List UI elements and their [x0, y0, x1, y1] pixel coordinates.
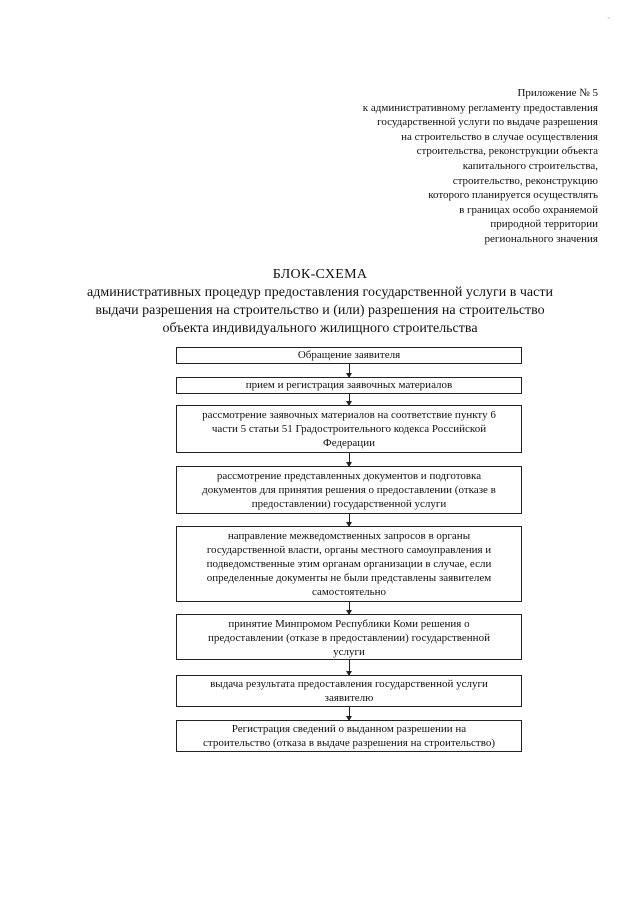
flow-step-text: части 5 статьи 51 Градостроительного кодекса Российской	[211, 423, 487, 435]
flow-arrow	[349, 602, 350, 614]
flow-arrow	[349, 660, 350, 675]
flow-step-text: государственной власти, органы местного самоуправления и	[206, 544, 492, 556]
flow-step-text: прием и регистрация заявочных материалов	[245, 379, 453, 391]
flow-step-text: принятие Минпромом Республики Коми решения о	[228, 618, 470, 630]
flow-step-review-materials	[176, 405, 522, 453]
flow-arrow	[349, 453, 350, 466]
flow-step-issue-result	[176, 675, 522, 707]
title-heading: БЛОК-СХЕМА	[272, 267, 368, 282]
appendix-line: регионального значения	[484, 232, 598, 245]
flow-step-text: подведомственные этим органам организации в случае, если	[206, 558, 492, 570]
appendix-line: Приложение № 5	[517, 87, 598, 99]
appendix-line: капитального строительства,	[462, 159, 598, 172]
appendix-line: в границах особо охраняемой	[459, 203, 598, 216]
title-line: объекта индивидуального жилищного строительства	[162, 321, 478, 336]
flow-step-text: заявителю	[324, 692, 374, 704]
flow-arrow	[349, 514, 350, 526]
flow-arrow	[349, 707, 350, 720]
appendix-line: к административному регламенту предоставления	[362, 101, 598, 114]
flow-step-text: определенные документы не были представлены заявителем	[206, 572, 492, 584]
flow-step-text: выдача результата предоставления государственной услуги	[210, 678, 488, 690]
flow-step-decision	[176, 614, 522, 660]
flow-step-text: строительство (отказа в выдаче разрешения на строительство)	[203, 737, 495, 749]
title-line: выдачи разрешения на строительство и (или) разрешения на строительство	[95, 303, 545, 318]
corner-tick-mark: ˇ	[607, 16, 610, 25]
flow-step-text: самостоятельно	[311, 586, 387, 598]
flow-step-text: Обращение заявителя	[297, 349, 401, 361]
flow-arrow	[349, 394, 350, 405]
appendix-line: на строительство в случае осуществления	[401, 130, 598, 143]
appendix-line: строительства, реконструкции объекта	[416, 145, 598, 158]
flow-step-text: направление межведомственных запросов в органы	[227, 530, 471, 542]
flow-step-text: предоставлении) государственной услуги	[251, 498, 447, 510]
flow-step-text: документов для принятия решения о предоставлении (отказе в	[202, 484, 496, 496]
flow-step-application	[176, 347, 522, 364]
flow-step-text: предоставлении (отказе в предоставлении) государственной	[208, 632, 490, 644]
flow-step-interagency-requests	[176, 526, 522, 602]
appendix-line: государственной услуги по выдаче разрешения	[377, 116, 598, 129]
flow-step-text: рассмотрение представленных документов и подготовка	[216, 470, 482, 482]
flow-step-record-permit	[176, 720, 522, 752]
title-line: административных процедур предоставления государственной услуги в части	[87, 285, 553, 300]
flow-step-text: Регистрация сведений о выданном разрешении на	[231, 723, 467, 735]
appendix-line: строительство, реконструкцию	[452, 174, 598, 187]
flow-step-text: Федерации	[323, 437, 375, 449]
flow-step-text: услуги	[333, 646, 365, 658]
appendix-line: которого планируется осуществлять	[428, 189, 598, 202]
flow-arrow	[349, 364, 350, 377]
appendix-line: природной территории	[490, 218, 598, 231]
flow-step-text: рассмотрение заявочных материалов на соответствие пункту 6	[202, 409, 496, 421]
flow-step-review-documents	[176, 466, 522, 514]
flow-step-registration	[176, 377, 522, 394]
